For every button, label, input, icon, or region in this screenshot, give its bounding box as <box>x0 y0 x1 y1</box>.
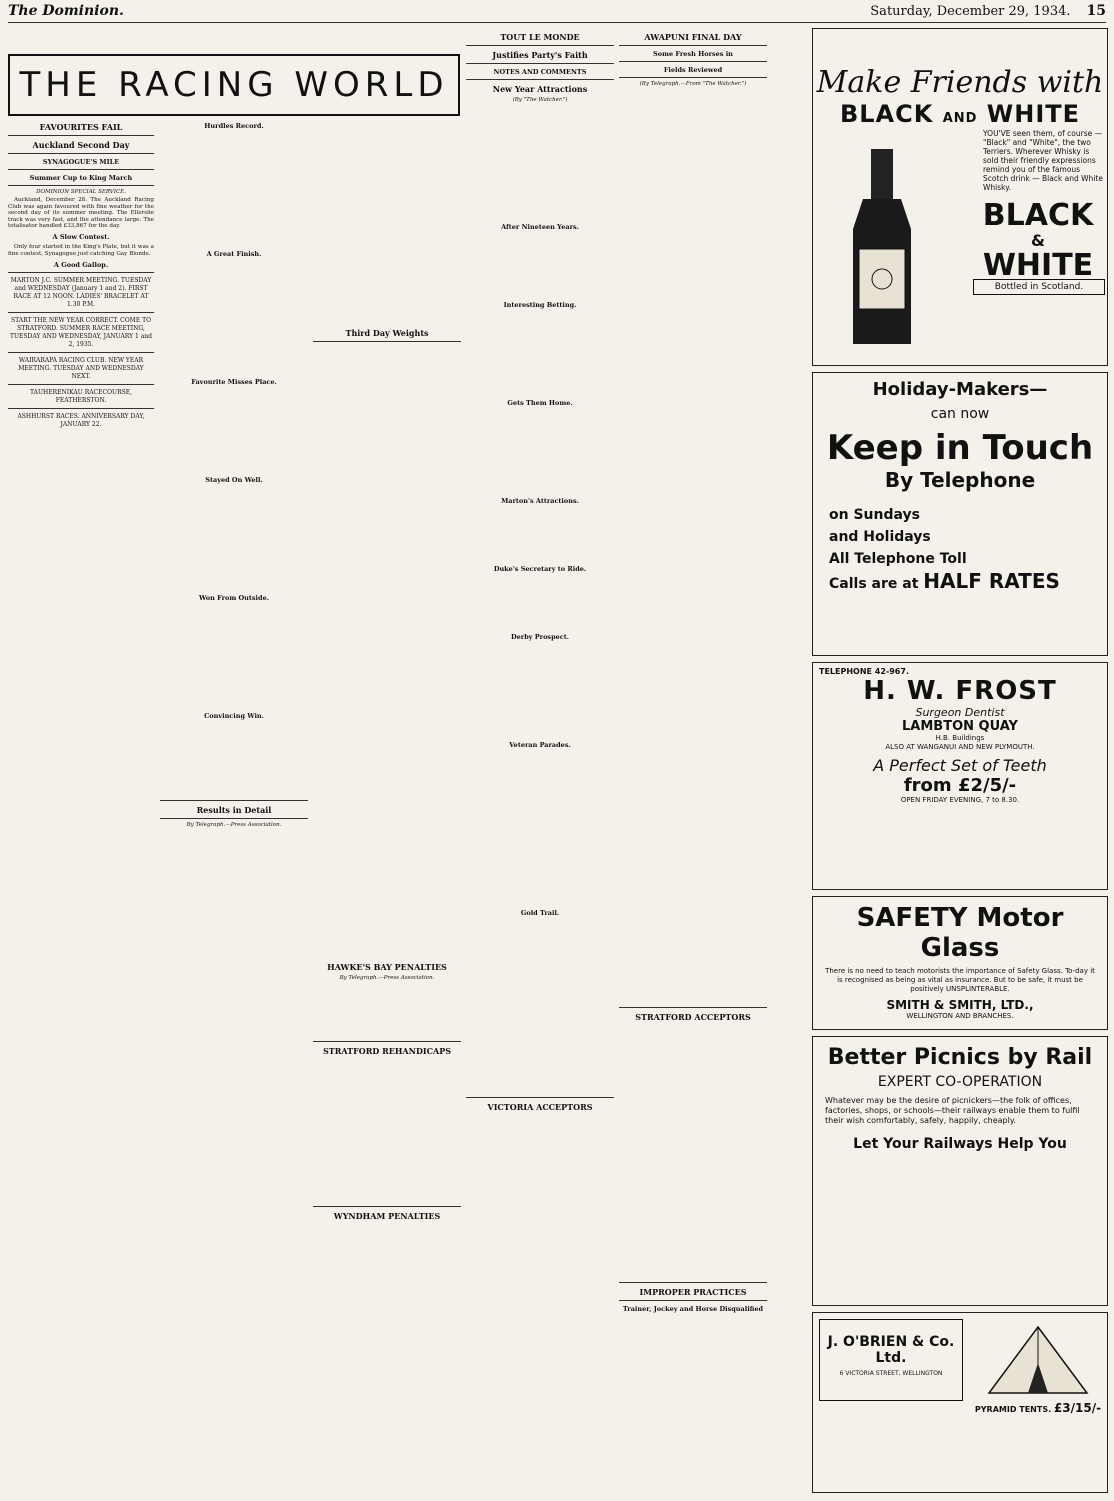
ad-heading: PYRAMID TENTS. £3/15/- <box>974 1401 1102 1415</box>
ad-footer: Let Your Railways Help You <box>853 1136 1067 1152</box>
ad-body: Whatever may be the desire of picnickers—the folk of offices, factories, shops, or schools—their railways enable them to fulfil their wish comfortably, safely, happily, cheaply. <box>825 1096 1080 1125</box>
subheadline: New Year Attractions <box>492 84 588 94</box>
tent-illustration <box>983 1323 1093 1397</box>
railway-picnic-ad <box>812 1036 1108 1306</box>
crosshead: After Nineteen Years. <box>501 223 579 232</box>
column-3 <box>313 28 461 1493</box>
ad-address: LAMBTON QUAY <box>902 719 1018 734</box>
race-advert: START THE NEW YEAR CORRECT. COME TO STRATFORD. SUMMER RACE MEETING, TUESDAY AND WEDNESDAY, JANUARY 1 and 2, 1935. <box>9 317 153 349</box>
byline: DOMINION SPECIAL SERVICE. <box>36 189 126 195</box>
subheadline: NOTES AND COMMENTS <box>493 68 587 76</box>
headline: IMPROPER PRACTICES <box>639 1287 747 1298</box>
byline: By Telegraph.—Press Association. <box>186 822 282 828</box>
ad-tagline: Bottled in Scotland. <box>973 279 1105 295</box>
headline: TOUT LE MONDE <box>500 32 580 42</box>
ad-text: OPEN FRIDAY EVENING, 7 to 8.30. <box>900 796 1020 804</box>
ad-text: ALSO AT WANGANUI AND NEW PLYMOUTH. <box>885 743 1035 751</box>
headline: FAVOURITES FAIL <box>39 122 123 132</box>
ad-heading: SAFETY Motor Glass <box>856 903 1064 963</box>
black-and-white-whisky-ad <box>812 28 1108 366</box>
headline: AWAPUNI FINAL DAY <box>644 32 742 42</box>
byline: By Telegraph.—Press Association. <box>339 975 435 981</box>
ad-big-text: Keep in Touch <box>826 428 1094 468</box>
crosshead: Stayed On Well. <box>205 476 263 484</box>
crosshead: A Good Gallop. <box>53 261 109 270</box>
crosshead: A Great Finish. <box>206 250 262 258</box>
crosshead: Won From Outside. <box>199 594 269 602</box>
crosshead: Gold Trail. <box>520 909 560 918</box>
ad-heading: Better Picnics by Rail <box>827 1045 1093 1070</box>
crosshead: Interesting Betting. <box>503 301 577 310</box>
headline: VICTORIA ACCEPTORS <box>487 1102 593 1113</box>
safety-glass-ad <box>812 896 1108 1030</box>
column-2 <box>160 118 308 1493</box>
section-banner: THE RACING WORLD <box>8 54 460 116</box>
crosshead: Convincing Win. <box>204 712 264 720</box>
ad-text: WELLINGTON AND BRANCHES. <box>906 1012 1014 1020</box>
ad-phone: TELEPHONE 42-967. <box>819 667 909 676</box>
subheadline: SYNAGOGUE'S MILE <box>42 158 120 166</box>
headline: WYNDHAM PENALTIES <box>333 1211 441 1222</box>
race-advert: MARTON J.C. SUMMER MEETING. TUESDAY and WEDNESDAY (January 1 and 2). FIRST RACE AT 12 NOON. LADIES' BRACELET AT 1.30 P.M. <box>10 277 152 309</box>
ad-copy: YOU'VE seen them, of course — "Black" and "White", the two Terriers. Wherever Whisky is sold their friendly expressions remind you of the famous Scotch drink — Black and White Whisky. <box>983 129 1103 192</box>
ad-text: By Telephone <box>884 468 1036 492</box>
crosshead: Hurdles Record. <box>204 122 264 130</box>
crosshead: Derby Prospect. <box>511 633 569 642</box>
masthead <box>8 0 1106 23</box>
race-advert: TAUHERENIKAU RACECOURSE, FEATHERSTON. <box>29 389 133 405</box>
crosshead: Marton's Attractions. <box>501 497 579 506</box>
headline: STRATFORD REHANDICAPS <box>323 1046 451 1057</box>
headline: Results in Detail <box>196 805 272 815</box>
crosshead: Veteran Parades. <box>509 741 571 750</box>
race-advert: ASHHURST RACES. ANNIVERSARY DAY, JANUARY 22. <box>17 413 145 429</box>
ad-big-brand: BLACK & WHITE <box>982 198 1094 283</box>
page-number: 15 <box>1086 3 1106 19</box>
masthead-date: Saturday, December 29, 1934. <box>870 3 1071 19</box>
byline: (By Telegraph.—From "The Watcher.") <box>639 81 747 87</box>
column-6-spacer <box>772 28 808 1493</box>
headline: STRATFORD ACCEPTORS <box>635 1012 751 1023</box>
ad-script-heading: Make Friends with <box>816 65 1104 100</box>
ad-firm-box: J. O'BRIEN & Co. Ltd. 6 VICTORIA STREET, WELLINGTON <box>819 1319 963 1401</box>
whisky-bottle-illustration <box>833 149 943 349</box>
headline: HAWKE'S BAY PENALTIES <box>327 962 447 972</box>
ad-subtitle: Surgeon Dentist <box>915 706 1005 719</box>
crosshead: Duke's Secretary to Ride. <box>493 565 587 574</box>
telephone-ad <box>812 372 1108 656</box>
crosshead: A Slow Contest. <box>52 233 110 242</box>
subheadline: Trainer, Jockey and Horse Disqualified <box>622 1305 764 1314</box>
ad-heading: Holiday-Makers— <box>872 379 1048 400</box>
article-paragraph: Auckland, December 28. The Auckland Racing Club was again favoured with fine weather for the second day of its summer meeting. The Ellerslie track was very fast, and the attendance large. The totalisator handled £33,867 for the day. <box>8 197 154 230</box>
ad-price: from £2/5/- <box>903 775 1017 796</box>
column-5 <box>619 28 767 1493</box>
crosshead: Favourite Misses Place. <box>191 378 277 386</box>
column-1 <box>8 118 154 1493</box>
subheadline: Summer Cup to King March <box>29 174 133 182</box>
masthead-title: The Dominion. <box>8 3 124 19</box>
byline: (By "The Watcher.") <box>512 97 568 103</box>
race-advert: WAIRARAPA RACING CLUB. NEW YEAR MEETING. TUESDAY AND WEDNESDAY NEXT. <box>18 357 144 381</box>
subheadline: Auckland Second Day <box>32 140 130 150</box>
article-paragraph: Only four started in the King's Plate, but it was a fine contest, Synagogue just catching Gay Blonde. <box>8 244 154 257</box>
dentist-ad <box>812 662 1108 890</box>
column-4 <box>466 28 614 1493</box>
ad-list: on Sundays and Holidays All Telephone Toll Calls are at HALF RATES <box>829 507 1060 593</box>
ad-text: H.B. Buildings <box>935 734 985 742</box>
ad-body: There is no need to teach motorists the importance of Safety Glass. To-day it is recognised as being as vital as insurance. But to be safe, it must be positively UNSPLINTERABLE. <box>825 967 1095 993</box>
ad-subtitle: EXPERT CO-OPERATION <box>877 1074 1043 1090</box>
tents-ad <box>812 1312 1108 1493</box>
ad-text: A Perfect Set of Teeth <box>873 756 1047 775</box>
subheadline: Justifies Party's Faith <box>492 50 588 60</box>
ad-text: can now <box>930 406 990 422</box>
headline: Third Day Weights <box>345 328 429 338</box>
ad-name: H. W. FROST <box>863 676 1057 706</box>
ad-firm: SMITH & SMITH, LTD., <box>886 998 1034 1012</box>
crosshead: Gets Them Home. <box>507 399 573 408</box>
ad-brand: BLACK AND WHITE <box>839 100 1081 128</box>
subheadline: Some Fresh Horses in <box>653 50 733 58</box>
subheadline: Fields Reviewed <box>663 66 723 74</box>
